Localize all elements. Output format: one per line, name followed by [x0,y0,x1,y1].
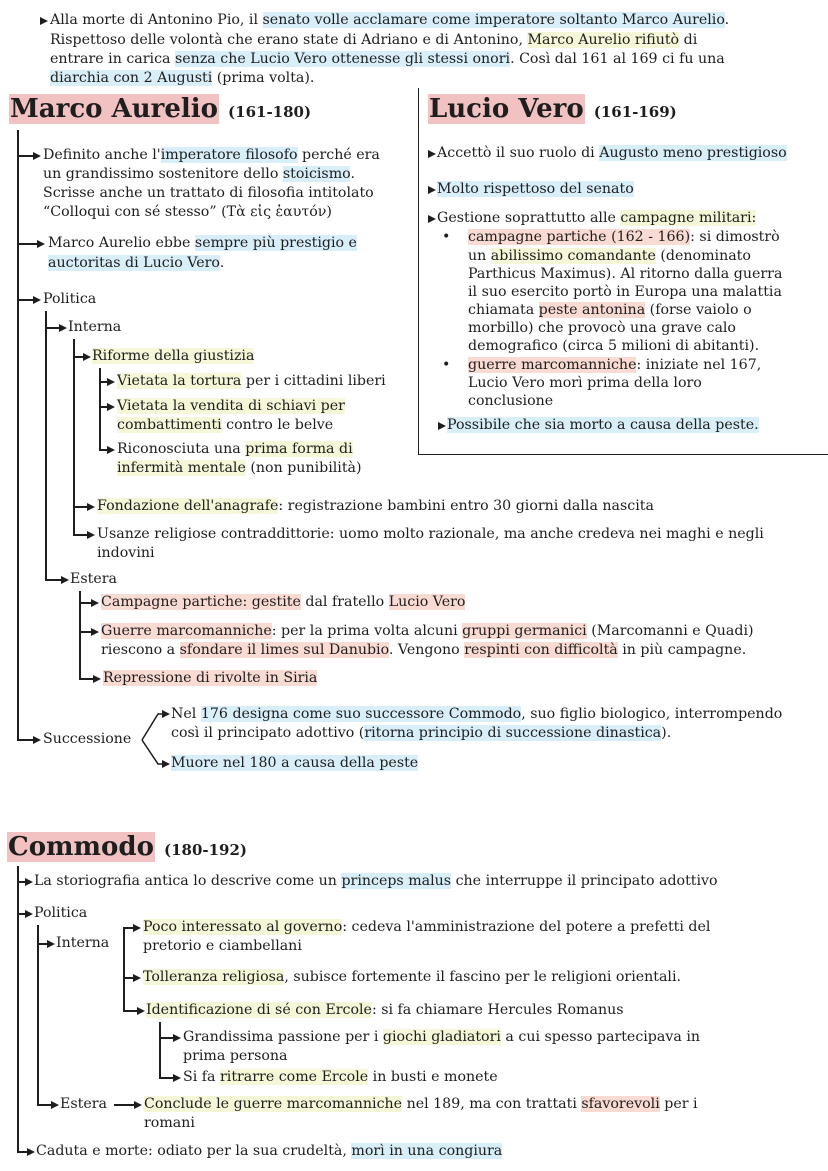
commodo-ercole-item: Grandissima passione per i giochi gladiatori a cui spesso partecipava in [183,1029,701,1045]
marco-usanze: indovini [97,545,155,561]
marco-note: Definito anche l'imperatore filosofo perché era [43,147,380,163]
bullet-arrow-icon [428,186,436,194]
intro-line: Rispettoso delle volontà che erano state di Adriano e di Antonino, Marco Aurelio rifiutò di [50,32,698,48]
tree-line [17,299,33,301]
tree-line [79,678,93,680]
marco-usanze: Usanze religiose contraddittorie: uomo molto razionale, ma anche credeva nei maghi e negli [97,526,764,542]
lucio-vero-heading: Lucio Vero (161-169) [429,94,677,124]
lucio-sub-item: chiamata peste antonina (forse vaiolo o [468,302,752,318]
marco-note: Scrisse anche un trattato di filosofia intitolato [43,185,374,201]
branch-arrow-icon [91,599,99,607]
lucio-item: Accettò il suo ruolo di Augusto meno prestigioso [437,145,787,161]
tree-line [123,1010,137,1012]
lucio-sub-item: Lucio Vero morì prima della loro [468,375,702,391]
lucio-sub-item: morbillo) che provocò una grave calo [468,320,736,336]
intro-line: Alla morte di Antonino Pio, il senato volle acclamare come imperatore soltanto Marco Aurelio. [50,12,730,28]
tree-line [37,925,39,1105]
tree-line [114,1104,134,1106]
tree-line [79,591,81,679]
tree-line [99,406,107,408]
branch-arrow-icon [173,1074,181,1082]
marco-riforme: Riforme della giustizia [92,348,255,364]
commodo-interna-item: pretorio e ciambellani [143,938,302,954]
branch-arrow-icon [33,736,41,744]
tree-line [123,927,133,929]
bullet-arrow-icon [438,422,446,430]
branch-arrow-icon [27,1148,35,1156]
tree-line [123,977,133,979]
marco-note: auctoritas di Lucio Vero. [48,255,225,271]
branch-arrow-icon [134,1101,142,1109]
branch-arrow-icon [37,240,45,248]
tree-line [79,631,91,633]
intro-line: diarchia con 2 Augusti (prima volta). [50,70,315,86]
lucio-item: Possibile che sia morto a causa della peste. [447,417,759,433]
marco-successione: Successione [43,731,132,747]
branch-arrow-icon [107,403,115,411]
successione-fork [140,706,170,772]
branch-arrow-icon [107,446,115,454]
marco-estera-item: Guerre marcomanniche: per la prima volta alcuni gruppi germanici (Marcomanni e Quadi) [101,623,754,639]
intro-line: entrare in carica senza che Lucio Vero ottenesse gli stessi onori. Così dal 161 al 169 ci fu una [50,51,725,67]
commodo-estera-item: romani [144,1115,195,1131]
branch-arrow-icon [173,1034,181,1042]
branch-arrow-icon [33,152,41,160]
marco-riforma-item: Vietata la tortura per i cittadini liberi [117,373,386,389]
marco-riforma-item: infermità mentale (non punibilità) [117,460,362,476]
tree-line [17,881,25,883]
lucio-item: Molto rispettoso del senato [437,181,634,197]
marco-successione-item: Muore nel 180 a causa della peste [171,755,419,771]
tree-line [17,130,19,740]
branch-arrow-icon [25,910,33,918]
tree-line [45,579,61,581]
lucio-sub-item: un abilissimo comandante (denominato [468,248,751,264]
tree-line [99,381,107,383]
marco-note: “Colloqui con sé stesso” (Τὰ εἰς ἑαυτόν) [43,204,332,220]
branch-arrow-icon [133,974,141,982]
commodo-ercole-item: Si fa ritrarre come Ercole in busti e monete [183,1069,498,1085]
branch-arrow-icon [33,296,41,304]
marco-riforma-item: Riconosciuta una prima forma di [117,441,353,457]
lucio-item: Gestione soprattutto alle campagne militari: [437,210,757,226]
branch-arrow-icon [61,576,69,584]
marco-note: Marco Aurelio ebbe sempre più prestigio e [48,235,357,251]
marco-interna: Interna [68,319,122,335]
branch-arrow-icon [83,353,91,361]
tree-line [123,927,125,1011]
marco-estera-item: Campagne partiche: gestite dal fratello Lucio Vero [101,594,466,610]
bullet-arrow-icon [428,150,436,158]
tree-line [159,1077,173,1079]
commodo-interna-item: Identificazione di sé con Ercole: si fa chiamare Hercules Romanus [146,1002,624,1018]
marco-estera: Estera [70,571,117,587]
commodo-storiografia: La storiografia antica lo descrive come un princeps malus che interruppe il principato adottivo [34,873,718,889]
commodo-interna-item: Poco interessato al governo: cedeva l'amministrazione del potere a prefetti del [143,919,711,935]
tree-line [73,506,87,508]
branch-arrow-icon [59,324,67,332]
commodo-estera: Estera [60,1096,107,1112]
marco-anagrafe: Fondazione dell'anagrafe: registrazione bambini entro 30 giorni dalla nascita [97,498,654,514]
branch-arrow-icon [133,924,141,932]
tree-line [17,1151,27,1153]
commodo-heading: Commodo (180-192) [8,832,248,862]
commodo-interna-item: Tolleranza religiosa, subisce fortemente il fascino per le religioni orientali. [143,969,682,985]
branch-arrow-icon [87,503,95,511]
tree-line [99,449,107,451]
tree-line [79,602,91,604]
lucio-sub-item: guerre marcomanniche: iniziate nel 167, [468,357,762,373]
tree-line [45,311,47,579]
lucio-sub-item: il suo esercito portò in Europa una malattia [468,284,782,300]
tree-line [73,356,83,358]
marco-successione-item: così il principato adottivo (ritorna principio di successione dinastica). [171,725,672,741]
bullet-arrow-icon [428,215,436,223]
commodo-politica: Politica [34,905,88,921]
tree-line [17,913,25,915]
tree-line [17,155,33,157]
lucio-sub-item: conclusione [468,393,554,409]
tree-line [159,1022,161,1078]
lucio-sub-item: campagne partiche (162 - 166): si dimostrò [468,229,780,245]
branch-arrow-icon [87,531,95,539]
marco-aurelio-heading: Marco Aurelio (161-180) [10,94,312,124]
bullet-arrow-icon [40,17,48,25]
marco-politica: Politica [43,291,97,307]
tree-line [17,739,33,741]
tree-line [45,327,59,329]
tree-line [37,1104,51,1106]
marco-note: un grandissimo sostenitore dello stoicismo. [43,166,355,182]
branch-arrow-icon [47,940,55,948]
marco-riforma-item: Vietata la vendita di schiavi per [117,398,345,414]
tree-line [73,534,87,536]
lucio-bullet-dot: • [442,229,451,245]
branch-arrow-icon [51,1101,59,1109]
marco-estera-item: Repressione di rivolte in Siria [103,670,318,686]
branch-arrow-icon [25,878,33,886]
tree-line [159,1037,173,1039]
tree-line [17,243,37,245]
marco-riforma-item: combattimenti contro le belve [117,417,334,433]
marco-estera-item: riescono a sfondare il limes sul Danubio. Vengono respinti con difficoltà in più campagne. [101,642,747,658]
branch-arrow-icon [137,1007,145,1015]
branch-arrow-icon [93,675,101,683]
commodo-interna: Interna [56,935,110,951]
lucio-sub-item: demografico (circa 5 milioni di abitanti). [468,338,760,354]
marco-successione-item: Nel 176 designa come suo successore Commodo, suo figlio biologico, interrompendo [171,706,783,722]
branch-arrow-icon [91,628,99,636]
lucio-bullet-dot: • [442,357,451,373]
lucio-sub-item: Parthicus Maximus). Al ritorno dalla guerra [468,266,783,282]
tree-line [37,943,47,945]
tree-line [17,866,19,1152]
commodo-estera-item: Conclude le guerre marcomanniche nel 189, ma con trattati sfavorevoli per i [144,1096,698,1112]
commodo-ercole-item: prima persona [183,1048,288,1064]
commodo-caduta: Caduta e morte: odiato per la sua crudeltà, morì in una congiura [36,1143,503,1159]
branch-arrow-icon [107,378,115,386]
